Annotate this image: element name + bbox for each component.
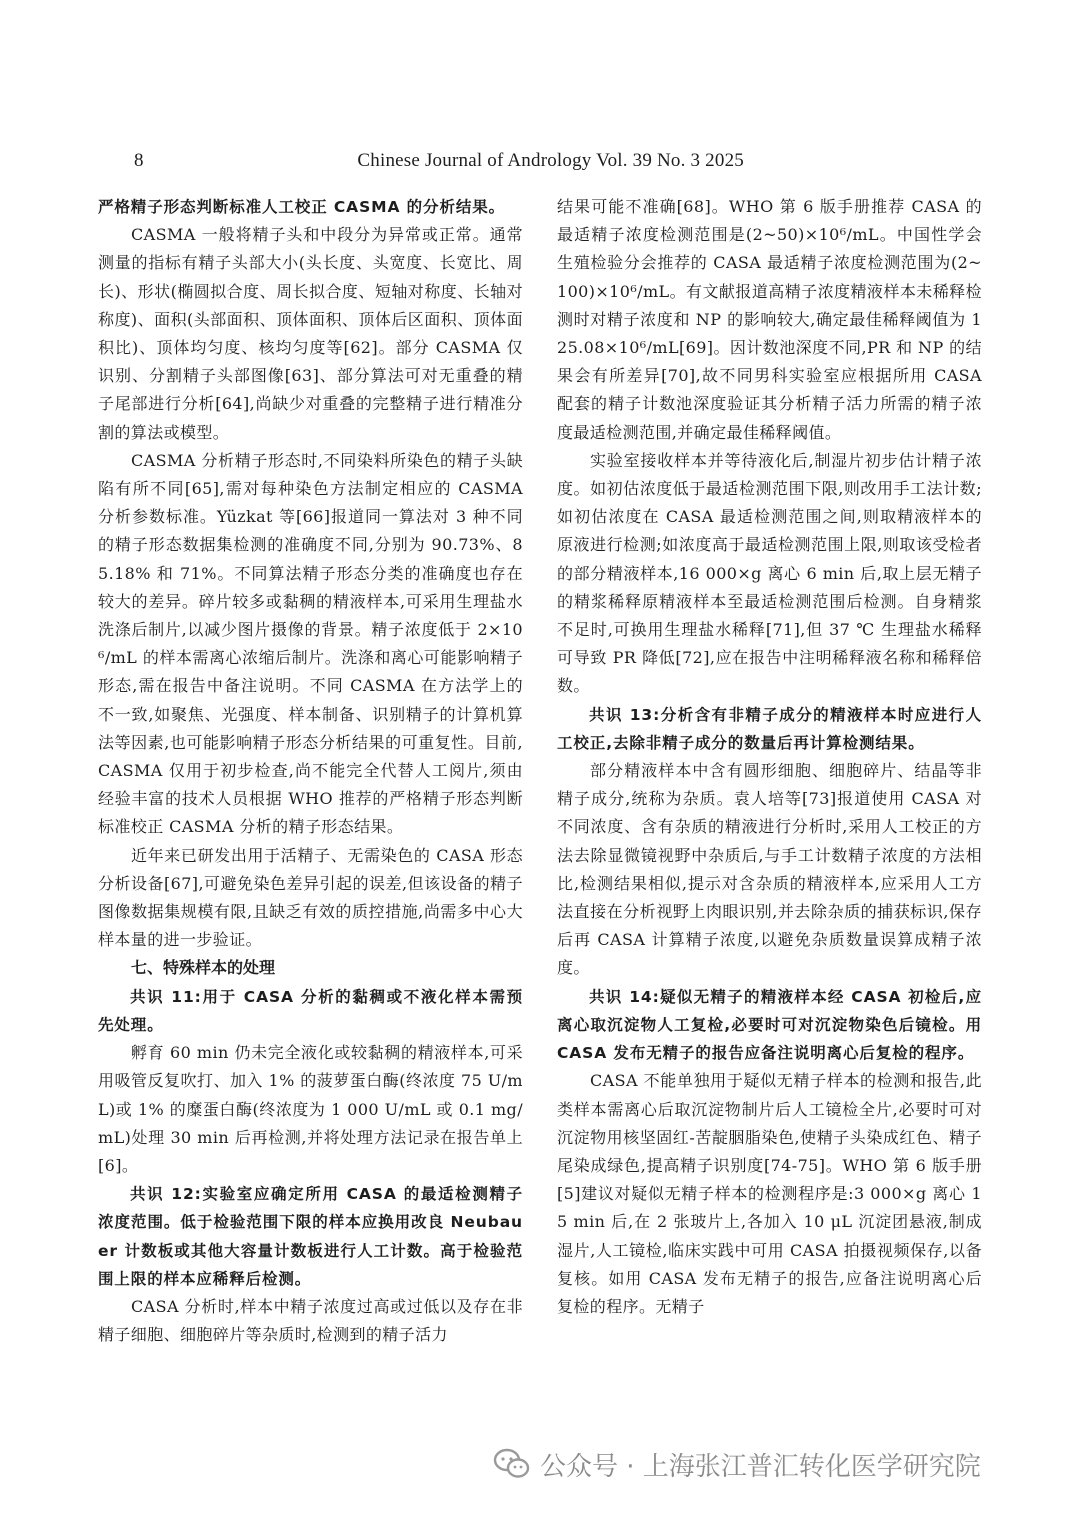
body-paragraph: 近年来已研发出用于活精子、无需染色的 CASA 形态分析设备[67],可避免染色差异引起的误差,但该设备的精子图像数据集规模有限,且缺乏有效的质控措施,尚需多中心大样本量的进一步验证。 [98,845,523,950]
body-paragraph: 实验室接收样本并等待液化后,制湿片初步估计精子浓度。如初估浓度低于最适检测范围下限,则改用手工法计数;如初估浓度在 CASA 最适检测范围之间,则取精液样本的原液进行检测;如浓度高于最适检测范围上限,则取该受检者的部分精液样本,16 000×g 离心 6 min 后,取上层无精子的精浆稀释原精液样本至最适检测范围后检测。自身精浆不足时,可换用生理盐水稀释[71],但 37 ℃ 生理盐水稀释可导致 PR 降低[72],应在报告中注明稀释液名称和稀释倍数。 [557,450,982,696]
consensus-statement: 共识 12:实验室应确定所用 CASA 的最适检测精子浓度范围。低于检验范围下限的样本应换用改良 Neubauer 计数板或其他大容量计数板进行人工计数。高于检验范围上限的样本应稀释后检测。 [98,1185,523,1288]
body-paragraph: CASMA 分析精子形态时,不同染料所染色的精子头缺陷有所不同[65],需对每种染色方法制定相应的 CASMA 分析参数标准。Yüzkat 等[66]报道同一算法对 3 种不同的精子形态数据集检测的准确度不同,分别为 90.73%、85.18% 和 71%。不同算法精子形态分类的准确度也存在较大的差异。碎片较多或黏稠的精液样本,可采用生理盐水洗涤后制片,以减少图片摄像的背景。精子浓度低于 2×10⁶/mL 的样本需离心浓缩后制片。洗涤和离心可能影响精子形态,需在报告中备注说明。不同 CASMA 在方法学上的不一致,如聚焦、光强度、样本制备、识别精子的计算机算法等因素,也可能影响精子形态分析结果的可重复性。目前,CASMA 仅用于初步检查,尚不能完全代替人工阅片,须由经验丰富的技术人员根据 WHO 推荐的严格精子形态判断标准校正 CASMA 分析的精子形态结果。 [98,450,523,837]
body-paragraph: CASA 不能单独用于疑似无精子样本的检测和报告,此类样本需离心后取沉淀物制片后人工镜检全片,必要时可对沉淀物用核坚固红-苦靛胭脂染色,使精子头染成红色、精子尾染成绿色,提高精子识别度[74-75]。WHO 第 6 版手册[5]建议对疑似无精子样本的检测程序是:3 000×g 离心 15 min 后,在 2 张玻片上,各加入 10 μL 沉淀团悬液,制成湿片,人工镜检,临床实践中可用 CASA 拍摄视频保存,以备复核。如用 CASA 发布无精子的报告,应备注说明离心后复检的程序。无精子 [557,1071,982,1316]
page-number: 8 [134,150,144,171]
consensus-statement: 共识 11:用于 CASA 分析的黏稠或不液化样本需预先处理。 [98,987,523,1034]
consensus-statement: 共识 14:疑似无精子的精液样本经 CASA 初检后,应离心取沉淀物人工复检,必要时可对沉淀物染色后镜检。用 CASA 发布无精子的报告应备注说明离心后复检的程序。 [557,987,982,1063]
body-paragraph: 结果可能不准确[68]。WHO 第 6 版手册推荐 CASA 的最适精子浓度检测范围是(2~50)×10⁶/mL。中国性学会生殖检验分会推荐的 CASA 最适精子浓度检测范围为(2~100)×10⁶/mL。有文献报道高精子浓度精液样本未稀释检测时对精子浓度和 NP 的影响较大,确定最佳稀释阈值为 125.08×10⁶/mL[69]。因计数池深度不同,PR 和 NP 的结果会有所差异[70],故不同男科实验室应根据所用 CASA 配套的精子计数池深度验证其分析精子活力所需的精子浓度最适检测范围,并确定最佳稀释阈值。 [557,197,982,442]
right-column [557,193,982,1321]
consensus-statement: 严格精子形态判断标准人工校正 CASMA 的分析结果。 [98,198,506,216]
watermark-text: 公众号 · 上海张江普汇转化医学研究院 [540,1451,981,1482]
section-heading: 七、特殊样本的处理 [131,958,276,978]
consensus-statement: 共识 13:分析含有非精子成分的精液样本时应进行人工校正,去除非精子成分的数量后再计算检测结果。 [557,705,982,752]
body-paragraph: CASA 分析时,样本中精子浓度过高或过低以及存在非精子细胞、细胞碎片等杂质时,检测到的精子活力 [98,1296,523,1345]
body-paragraph: 部分精液样本中含有圆形细胞、细胞碎片、结晶等非精子成分,统称为杂质。袁人培等[73]报道使用 CASA 对不同浓度、含有杂质的精液进行分析时,采用人工校正的方法去除显微镜视野中杂质后,与手工计数精子浓度的方法相比,检测结果相似,提示对含杂质的精液样本,应采用人工方法直接在分析视野上肉眼识别,并去除杂质的捕获标识,保存后再 CASA 计算精子浓度,以避免杂质数量误算成精子浓度。 [557,761,982,978]
wechat-icon [492,1447,532,1481]
page-header [98,150,982,178]
body-paragraph: CASMA 一般将精子头和中段分为异常或正常。通常测量的指标有精子头部大小(头长度、头宽度、长宽比、周长)、形状(椭圆拟合度、周长拟合度、短轴对称度、长轴对称度)、面积(头部面积、顶体面积、顶体后区面积、顶体面积比)、顶体均匀度、核均匀度等[62]。部分 CASMA 仅识别、分割精子头部图像[63]、部分算法可对无重叠的精子尾部进行分析[64],尚缺少对重叠的完整精子进行精准分割的算法或模型。 [98,225,523,442]
body-paragraph: 孵育 60 min 仍未完全液化或较黏稠的精液样本,可采用吸管反复吹打、加入 1% 的菠萝蛋白酶(终浓度 75 U/mL)或 1% 的糜蛋白酶(终浓度为 1 000 U/mL 或 0.1 mg/mL)处理 30 min 后再检测,并将处理方法记录在报告单上[6]。 [98,1043,523,1175]
journal-running-head: Chinese Journal of Andrology Vol. 39 No. 3 2025 [357,150,744,171]
watermark [492,1444,981,1484]
left-column [98,193,523,1349]
